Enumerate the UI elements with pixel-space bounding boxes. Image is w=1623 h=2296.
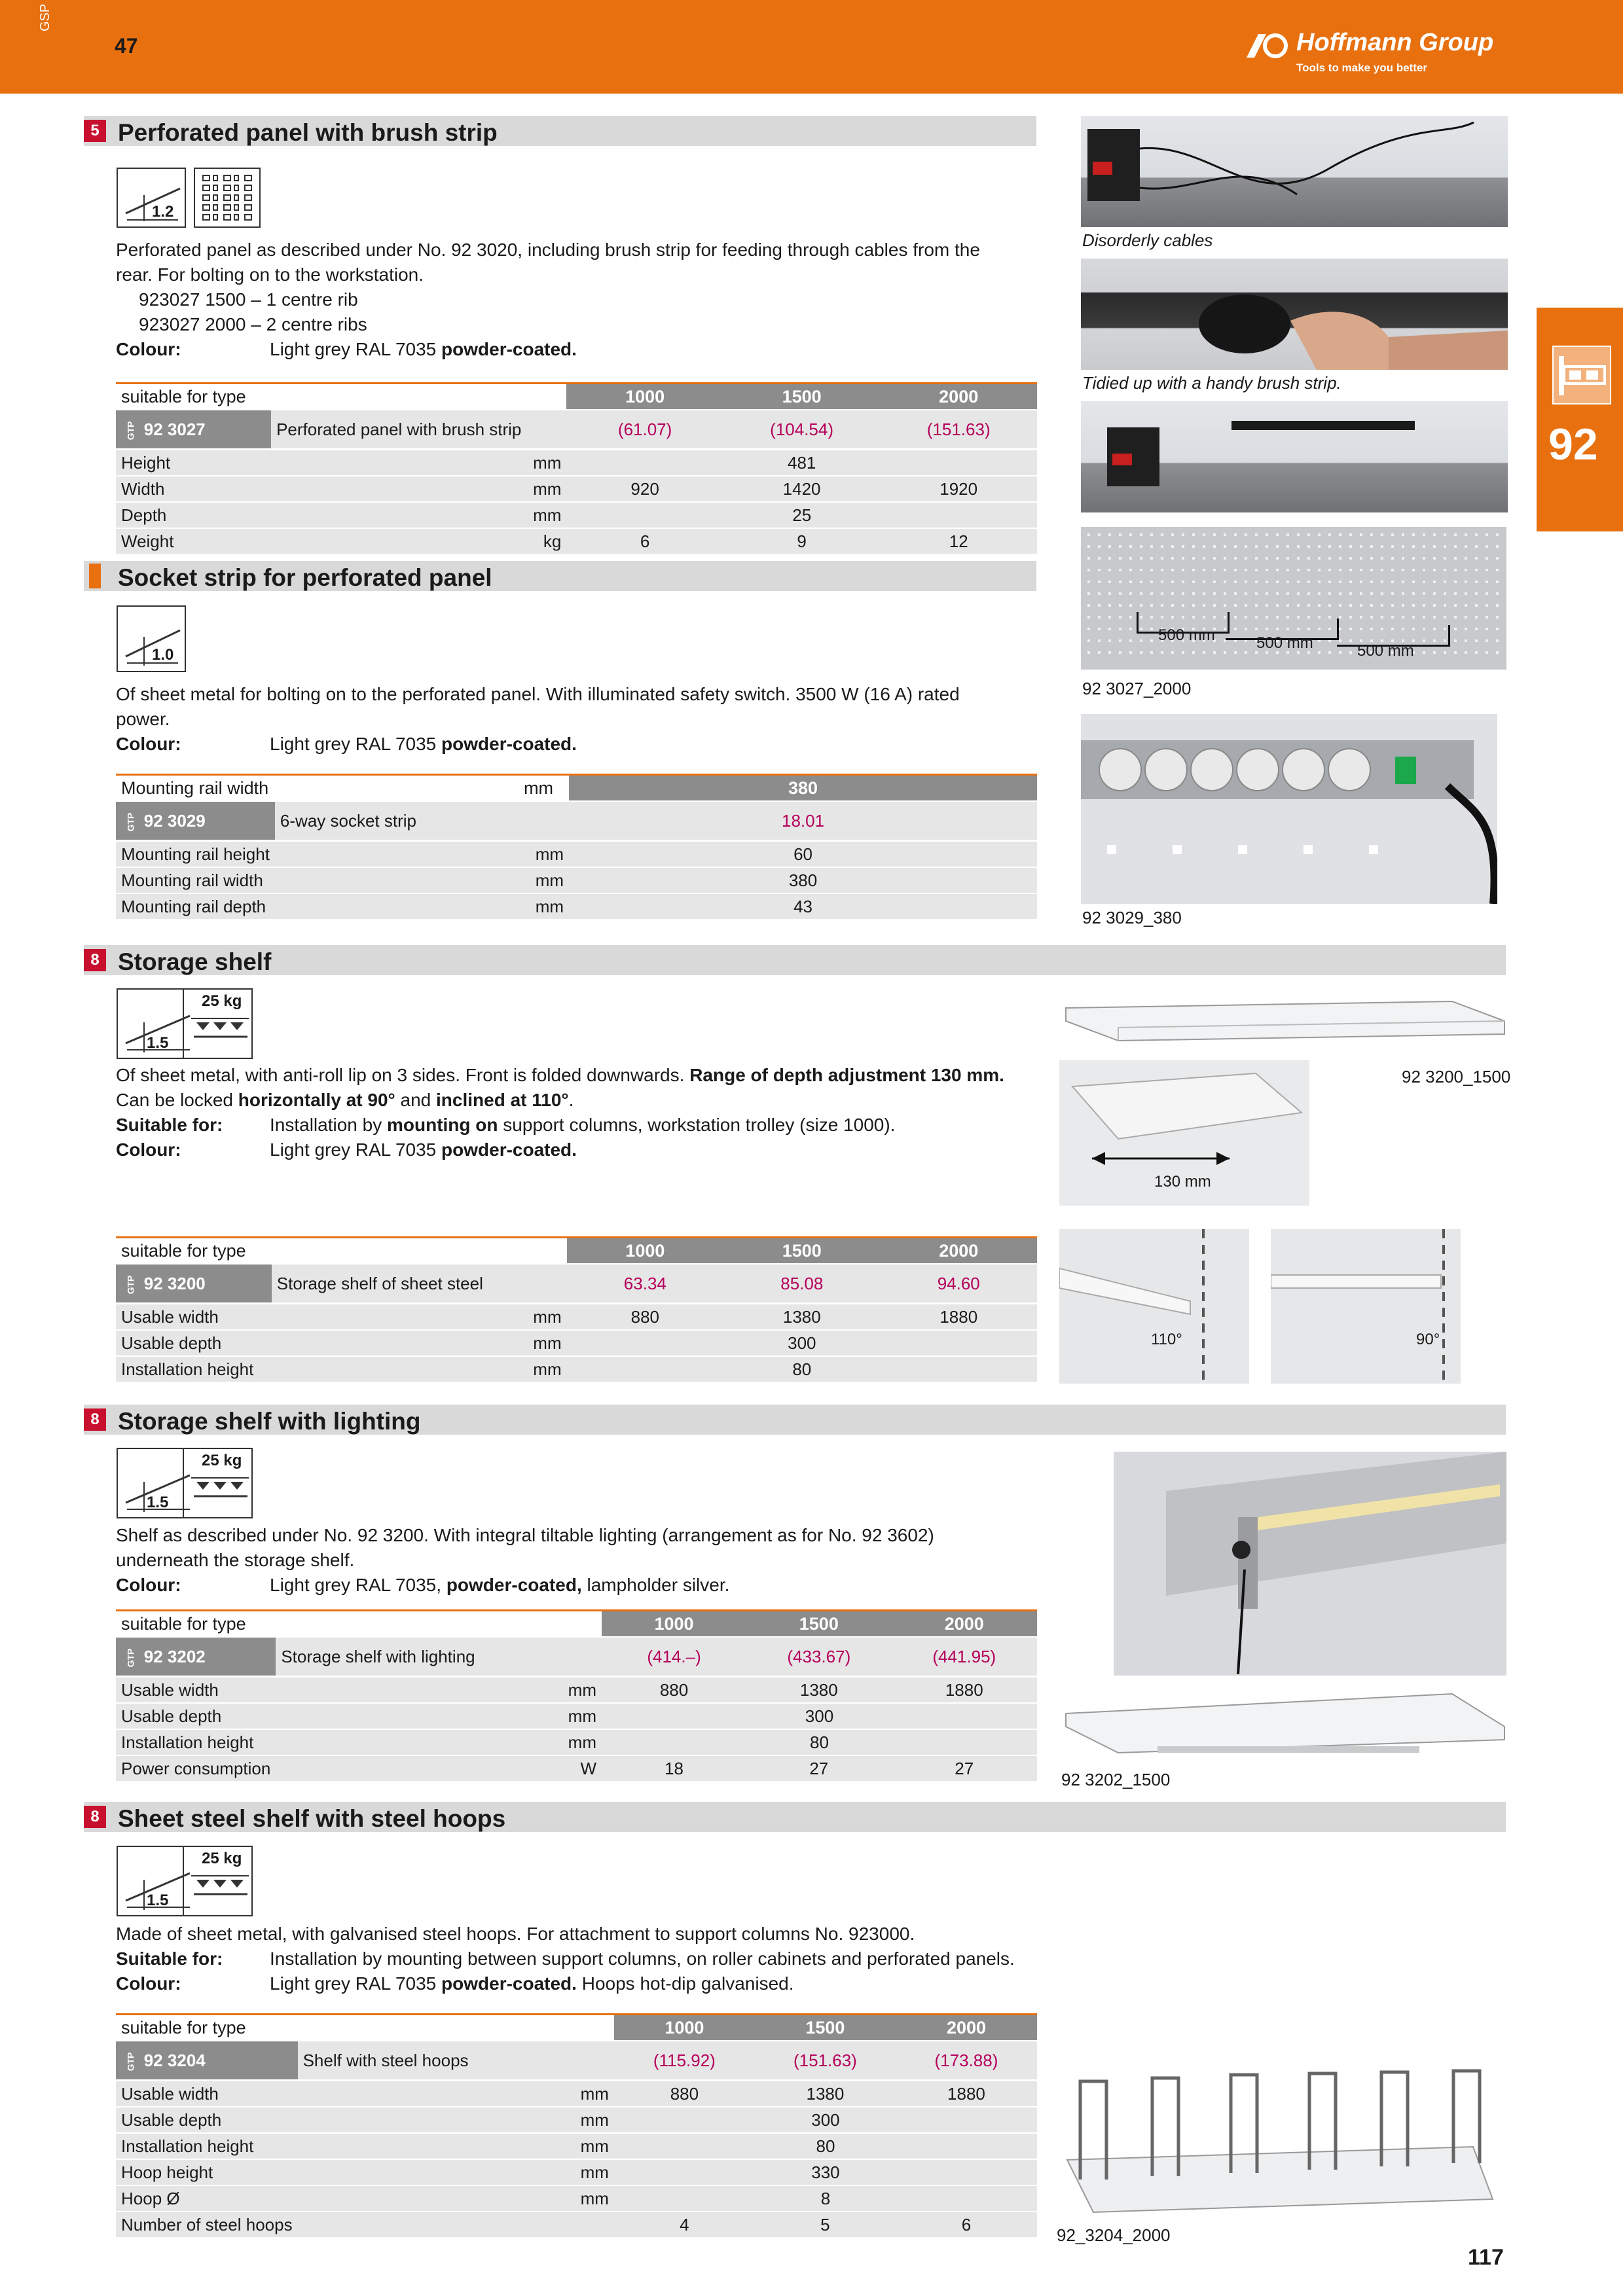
gtp-label: GTP — [125, 2052, 136, 2072]
row-value: 27 — [746, 1755, 891, 1782]
row-label: Mounting rail depth — [116, 893, 275, 920]
price[interactable]: (151.63) — [755, 2041, 896, 2081]
article-number-text: 92 3202 — [143, 1646, 206, 1666]
photo-shelf-lighting — [1114, 1452, 1506, 1676]
size-column: 380 — [569, 775, 1037, 802]
table-row — [116, 2185, 1037, 2212]
load-capacity-value: 25 kg — [202, 1850, 242, 1867]
drawing-storage-shelf — [1059, 995, 1506, 1054]
row-value: 1380 — [723, 1304, 880, 1331]
caption-disorderly-cables: Disorderly cables — [1082, 230, 1213, 250]
brand-logo[interactable] — [1244, 26, 1519, 79]
row-label: Usable depth — [116, 1330, 272, 1356]
description-perforated-panel — [116, 238, 1059, 362]
photo-brush-strip — [1081, 259, 1508, 370]
article-number-text: 92 3204 — [143, 2050, 206, 2070]
suitable-for-type-label: suitable for type — [116, 1238, 556, 1265]
row-value: 4 — [614, 2212, 755, 2238]
description-shelf-lighting — [116, 1523, 1059, 1598]
row-unit: mm — [275, 893, 569, 920]
article-number[interactable] — [116, 1264, 272, 1304]
row-label: Number of steel hoops — [116, 2212, 298, 2238]
section-number: 5 — [84, 120, 106, 142]
row-value: 1380 — [746, 1677, 891, 1704]
row-label: Mounting rail width — [116, 867, 275, 893]
row-value: 920 — [566, 476, 723, 502]
suitable-line — [116, 1946, 1091, 1971]
caption-923029: 92 3029_380 — [1082, 908, 1182, 927]
price[interactable]: (104.54) — [723, 410, 881, 450]
section-header-socket-strip — [84, 561, 1036, 591]
article-name: 6-way socket strip — [275, 801, 569, 841]
row-value: 1380 — [755, 2081, 896, 2108]
suitable-label: Suitable for: — [116, 1948, 223, 1969]
article-number-text: 92 3027 — [143, 419, 206, 439]
chapter-tab[interactable] — [1537, 308, 1623, 531]
load-icon-value: 1.0 — [152, 646, 174, 664]
dimension-label: 500 mm — [1357, 642, 1414, 660]
description-storage-shelf — [116, 1063, 1078, 1162]
price[interactable]: 63.34 — [567, 1264, 723, 1304]
size-column: 1000 — [566, 384, 723, 410]
suitable-for-type-label: suitable for type — [116, 2015, 604, 2041]
row-unit: W — [276, 1755, 602, 1782]
article-number[interactable] — [116, 1637, 276, 1677]
row-value: 1880 — [896, 2081, 1037, 2108]
text: and — [395, 1090, 436, 1110]
colour-label: Colour: — [116, 734, 181, 754]
photo-shelf-depth-adjustment — [1059, 1060, 1309, 1206]
article-number-text: 92 3029 — [143, 810, 206, 831]
drawing-shelf-lighting — [1059, 1687, 1506, 1759]
text: . — [568, 1090, 574, 1110]
text-bold: inclined at 110° — [436, 1090, 569, 1110]
size-column: 1000 — [614, 2015, 755, 2041]
row-value: 481 — [566, 450, 1037, 476]
row-value: 27 — [892, 1755, 1037, 1782]
row-label: Usable width — [116, 2081, 298, 2108]
section-marker — [89, 564, 101, 588]
table-row — [116, 2133, 1037, 2159]
text: Installation by mounting between support columns, on roller cabinets and perforated panels. — [270, 1948, 1015, 1969]
chapter-number: 92 — [1548, 420, 1598, 469]
section-title: Sheet steel shelf with steel hoops — [118, 1805, 506, 1832]
variant-line: 923027 2000 – 2 centre ribs — [139, 314, 367, 334]
row-unit: mm — [271, 502, 566, 528]
load-capacity-value: 25 kg — [202, 992, 242, 1010]
spec-table-923027 — [116, 382, 1037, 555]
colour-value: Light grey RAL 7035 — [270, 1139, 442, 1160]
article-name: Storage shelf of sheet steel — [272, 1264, 567, 1304]
table-row — [116, 1703, 1037, 1729]
spec-table-923204 — [116, 2013, 1037, 2238]
colour-value: Light grey RAL 7035 — [270, 734, 442, 754]
table-row — [116, 1330, 1037, 1356]
section-number: 8 — [84, 949, 106, 971]
spec-table-923200 — [116, 1236, 1037, 1383]
colour-extra: Hoops hot-dip galvanised. — [576, 1973, 794, 1994]
section-title: Storage shelf — [118, 948, 272, 975]
caption-923200: 92 3200_1500 — [1402, 1067, 1511, 1086]
row-label: Installation height — [116, 2133, 298, 2159]
row-value: 9 — [723, 528, 881, 554]
table-row — [116, 450, 1037, 476]
colour-finish: powder-coated. — [441, 339, 577, 359]
row-value: 1920 — [880, 476, 1037, 502]
brand-slogan: Tools to make you better — [1296, 62, 1427, 74]
row-unit: mm — [272, 1356, 567, 1382]
row-value: 5 — [755, 2212, 896, 2238]
row-value: 880 — [567, 1304, 723, 1331]
description-steel-hoops-shelf — [116, 1922, 1091, 1996]
colour-finish: powder-coated, — [446, 1575, 582, 1595]
row-unit: mm — [298, 2107, 614, 2133]
row-label: Power consumption — [116, 1755, 276, 1782]
size-column: 1500 — [746, 1611, 891, 1638]
section-number: 8 — [84, 1408, 106, 1431]
description-line: Made of sheet metal, with galvanised steel hoops. For attachment to support columns No. 923000. — [116, 1924, 915, 1944]
description-line: rear. For bolting on to the workstation. — [116, 264, 424, 285]
price[interactable]: (115.92) — [614, 2041, 755, 2081]
table-row — [116, 841, 1037, 868]
gtp-label: GTP — [125, 421, 136, 440]
row-unit: mm — [298, 2159, 614, 2185]
text: Of sheet metal, with anti-roll lip on 3 sides. Front is folded downwards. — [116, 1065, 690, 1085]
table-row — [116, 476, 1037, 502]
colour-extra: lampholder silver. — [581, 1575, 730, 1595]
row-unit: mm — [271, 450, 566, 476]
colour-line — [116, 1138, 1078, 1162]
row-unit: mm — [272, 1330, 567, 1356]
colour-label: Colour: — [116, 339, 181, 359]
colour-finish: powder-coated. — [441, 734, 577, 754]
table-row — [116, 1677, 1037, 1704]
row-value: 80 — [567, 1356, 1037, 1382]
colour-line — [116, 1971, 1091, 1996]
article-name: Shelf with steel hoops — [298, 2041, 614, 2081]
catalog-tag: GSP — [38, 3, 52, 31]
row-unit: mm — [275, 775, 558, 802]
size-column: 2000 — [896, 2015, 1037, 2041]
photo-shelf-inclined — [1059, 1229, 1249, 1384]
row-label: Hoop height — [116, 2159, 298, 2185]
row-label: Mounting rail height — [116, 841, 275, 868]
section-header-storage-shelf — [84, 945, 1506, 975]
load-capacity-icon — [117, 988, 253, 1059]
table-row — [116, 528, 1037, 554]
caption-923202: 92 3202_1500 — [1061, 1770, 1171, 1789]
colour-line — [116, 1573, 1059, 1598]
table-row — [116, 1729, 1037, 1755]
row-label: Hoop Ø — [116, 2185, 298, 2212]
description-line: underneath the storage shelf. — [116, 1550, 355, 1570]
table-row — [116, 2159, 1037, 2185]
price[interactable]: (414.–) — [602, 1637, 746, 1677]
table-row — [116, 1356, 1037, 1382]
row-unit: mm — [276, 1729, 602, 1755]
angle-label: 90° — [1416, 1331, 1440, 1348]
description-line: Shelf as described under No. 92 3200. With integral tiltable lighting (arrangement as for No. 92 3602) — [116, 1525, 934, 1545]
description-line: Perforated panel as described under No. 92 3020, including brush strip for feeding through cables from the — [116, 240, 980, 260]
section-header-shelf-lighting — [84, 1405, 1506, 1435]
price[interactable]: 94.60 — [881, 1264, 1038, 1304]
page-number: 117 — [1468, 2245, 1504, 2270]
load-icon — [117, 605, 186, 672]
load-icon-value: 1.5 — [147, 1494, 169, 1511]
caption-923027: 92 3027_2000 — [1082, 679, 1192, 698]
colour-value: Light grey RAL 7035 — [270, 339, 442, 359]
row-label: Depth — [116, 502, 271, 528]
gtp-label: GTP — [125, 1275, 136, 1295]
text: Installation by — [270, 1115, 387, 1135]
text: Can be locked — [116, 1090, 238, 1110]
row-value: 8 — [614, 2185, 1037, 2212]
row-value: 880 — [614, 2081, 755, 2108]
load-capacity-icon — [117, 1448, 253, 1518]
load-capacity-value: 25 kg — [202, 1452, 242, 1469]
row-value: 330 — [614, 2159, 1037, 2185]
price[interactable]: 18.01 — [569, 801, 1037, 841]
gtp-label: GTP — [125, 812, 136, 832]
section-header-perforated-panel — [84, 116, 1036, 146]
row-value: 43 — [569, 893, 1037, 920]
row-unit: mm — [275, 841, 569, 868]
size-column: 1500 — [723, 1238, 880, 1265]
row-value: 1420 — [723, 476, 881, 502]
suitable-label: Suitable for: — [116, 1115, 223, 1135]
drawing-perforated-panel-2000 — [1081, 527, 1506, 670]
size-column: 1500 — [723, 384, 881, 410]
row-label: Usable width — [116, 1677, 276, 1704]
dimension-label: 500 mm — [1256, 634, 1313, 652]
row-value: 60 — [569, 841, 1037, 868]
row-unit: kg — [271, 528, 566, 554]
table-row — [116, 2212, 1037, 2238]
spec-table-923202 — [116, 1609, 1037, 1782]
price[interactable]: 85.08 — [723, 1264, 880, 1304]
load-icon-value: 1.5 — [147, 1892, 169, 1909]
size-column: 1000 — [567, 1238, 723, 1265]
suitable-line — [116, 1113, 1078, 1138]
row-value: 1880 — [892, 1677, 1037, 1704]
row-value: 300 — [602, 1703, 1037, 1729]
row-value: 1880 — [881, 1304, 1038, 1331]
load-icon — [117, 168, 186, 228]
article-name: Storage shelf with lighting — [276, 1637, 602, 1677]
row-label: Usable width — [116, 1304, 272, 1331]
row-value: 12 — [880, 528, 1037, 554]
colour-value: Light grey RAL 7035, — [270, 1575, 447, 1595]
size-column: 1000 — [602, 1611, 746, 1638]
colour-label: Colour: — [116, 1973, 181, 1994]
colour-finish: powder-coated. — [441, 1973, 577, 1994]
size-column: 2000 — [881, 1238, 1038, 1265]
photo-socket-strip — [1081, 714, 1497, 904]
row-value: 80 — [614, 2133, 1037, 2159]
description-line — [116, 1088, 1078, 1113]
article-number[interactable] — [116, 410, 271, 450]
row-unit: mm — [276, 1677, 602, 1704]
section-title: Storage shelf with lighting — [118, 1408, 421, 1435]
photo-tidy-workstation — [1081, 401, 1508, 512]
load-capacity-icon — [117, 1846, 253, 1916]
caption-923204: 92_3204_2000 — [1057, 2225, 1171, 2245]
row-label: Height — [116, 450, 271, 476]
article-number[interactable] — [116, 2041, 298, 2081]
load-icon-value: 1.2 — [152, 203, 174, 221]
section-title: Perforated panel with brush strip — [118, 119, 498, 146]
price[interactable]: (173.88) — [896, 2041, 1037, 2081]
description-line — [116, 1063, 1078, 1088]
row-unit: mm — [298, 2081, 614, 2108]
gtp-label: GTP — [125, 1648, 136, 1668]
colour-label: Colour: — [116, 1139, 181, 1160]
photo-disorderly-cables — [1081, 116, 1508, 227]
price[interactable]: (151.63) — [880, 410, 1037, 450]
row-unit: mm — [271, 476, 566, 502]
table-row — [116, 1304, 1037, 1331]
row-unit: mm — [275, 867, 569, 893]
brand-logo-icon — [1244, 29, 1290, 60]
spec-table-923029 — [116, 774, 1037, 920]
table-row — [116, 2081, 1037, 2108]
text-bold: horizontally at 90° — [238, 1090, 395, 1110]
row-unit: mm — [276, 1703, 602, 1729]
load-icon-value: 1.5 — [147, 1034, 169, 1052]
row-unit: mm — [298, 2133, 614, 2159]
colour-line — [116, 732, 1059, 757]
photo-shelf-horizontal — [1271, 1229, 1461, 1384]
suitable-for-type-label: suitable for type — [116, 384, 556, 410]
row-value: 6 — [566, 528, 723, 554]
depth-dimension-label: 130 mm — [1154, 1173, 1211, 1191]
text-bold: Range of depth adjustment 130 mm. — [689, 1065, 1004, 1085]
suitable-for-type-label: suitable for type — [116, 1611, 591, 1638]
article-number[interactable] — [116, 801, 275, 841]
row-value: 880 — [602, 1677, 746, 1704]
price[interactable]: (61.07) — [566, 410, 723, 450]
colour-label: Colour: — [116, 1575, 181, 1595]
article-name: Perforated panel with brush strip — [271, 410, 566, 450]
row-label: Usable depth — [116, 2107, 298, 2133]
row-unit: mm — [272, 1304, 567, 1331]
header-label: Mounting rail width — [116, 775, 275, 802]
description-socket-strip — [116, 682, 1059, 757]
section-header-steel-hoops-shelf — [84, 1802, 1506, 1832]
drawing-shelf-steel-hoops — [1054, 2068, 1494, 2219]
row-label: Installation height — [116, 1356, 272, 1382]
size-column: 2000 — [880, 384, 1037, 410]
table-row — [116, 2107, 1037, 2133]
row-label: Installation height — [116, 1729, 276, 1755]
row-label: Weight — [116, 528, 271, 554]
section-number: 8 — [84, 1806, 106, 1828]
table-row — [116, 502, 1037, 528]
table-row — [116, 893, 1037, 920]
row-value: 300 — [567, 1330, 1037, 1356]
dimension-label: 500 mm — [1158, 626, 1215, 644]
description-line: Of sheet metal for bolting on to the perforated panel. With illuminated safety switch. 3500 W (16 A) rated — [116, 684, 960, 704]
perforation-pattern-icon — [194, 168, 261, 228]
row-value: 18 — [602, 1755, 746, 1782]
row-unit: mm — [298, 2185, 614, 2212]
article-number-text: 92 3200 — [143, 1273, 206, 1293]
row-label: Width — [116, 476, 271, 502]
caption-tidied-cables: Tidied up with a handy brush strip. — [1082, 373, 1341, 393]
table-row — [116, 1755, 1037, 1782]
text-bold: mounting on — [387, 1115, 498, 1135]
workstation-icon — [1552, 346, 1611, 404]
colour-finish: powder-coated. — [441, 1139, 577, 1160]
row-label: Usable depth — [116, 1703, 276, 1729]
variant-line: 923027 1500 – 1 centre rib — [139, 289, 358, 310]
size-column: 1500 — [755, 2015, 896, 2041]
angle-label: 110° — [1151, 1331, 1182, 1348]
row-value: 80 — [602, 1729, 1037, 1755]
row-value: 380 — [569, 867, 1037, 893]
section-title: Socket strip for perforated panel — [118, 564, 492, 591]
colour-line — [116, 337, 1059, 362]
size-column: 2000 — [892, 1611, 1037, 1638]
description-line: power. — [116, 709, 170, 729]
price[interactable]: (441.95) — [892, 1637, 1037, 1677]
brand-name: Hoffmann Group — [1296, 29, 1494, 56]
row-value: 25 — [566, 502, 1037, 528]
table-row — [116, 867, 1037, 893]
text: support columns, workstation trolley (size 1000). — [498, 1115, 896, 1135]
price[interactable]: (433.67) — [746, 1637, 891, 1677]
row-value: 6 — [896, 2212, 1037, 2238]
colour-value: Light grey RAL 7035 — [270, 1973, 442, 1994]
catalog-page-number: 47 — [115, 34, 138, 58]
row-value: 300 — [614, 2107, 1037, 2133]
